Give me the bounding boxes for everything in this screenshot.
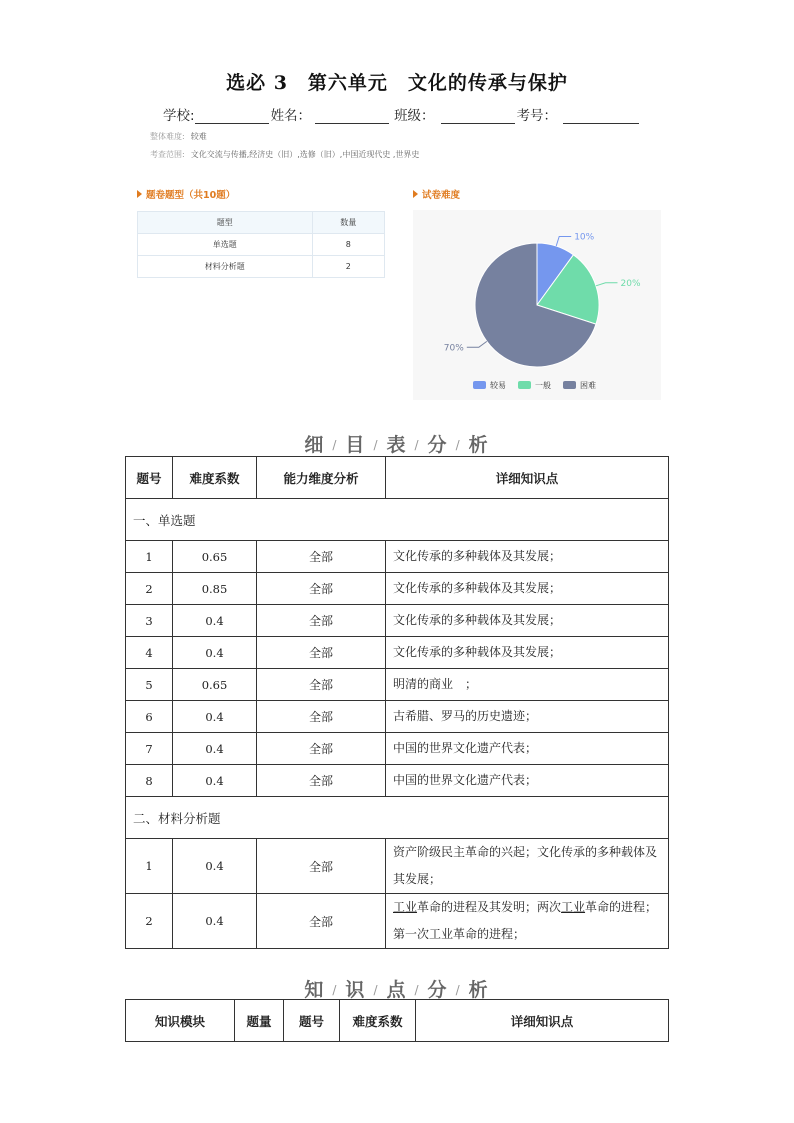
question-number: 4 (126, 637, 173, 669)
knowledge-point-line: 其发展； (393, 872, 442, 886)
heading-separator: / (373, 438, 380, 452)
table-header-row (126, 457, 669, 499)
difficulty-coefficient: 0.4 (173, 605, 257, 637)
column-header: 能力维度分析 (257, 457, 386, 499)
difficulty-coefficient: 0.85 (173, 573, 257, 605)
knowledge-table (125, 999, 669, 1042)
legend-swatch-medium[interactable] (518, 381, 531, 389)
knowledge-point (386, 839, 669, 894)
heading-char: 点 (386, 979, 408, 1001)
heading-char: 细 (304, 434, 326, 456)
knowledge-point: 古希腊、罗马的历史遗迹； (386, 701, 669, 733)
legend-label: 困难 (580, 381, 596, 390)
difficulty-coefficient: 0.65 (173, 669, 257, 701)
difficulty-coefficient: 0.4 (173, 701, 257, 733)
page-title: 选必 3 第六单元 文化的传承与保护 (226, 72, 568, 94)
school-label: 学校: (163, 108, 195, 124)
heading-char: 分 (427, 434, 449, 456)
column-header: 详细知识点 (386, 457, 669, 499)
knowledge-point (386, 894, 669, 949)
column-header: 数量 (312, 212, 384, 234)
table-row (126, 541, 669, 573)
ability-dimension: 全部 (257, 765, 386, 797)
class-blank[interactable] (441, 109, 515, 124)
question-number: 2 (126, 573, 173, 605)
knowledge-point: 中国的世界文化遗产代表； (386, 733, 669, 765)
question-number: 3 (126, 605, 173, 637)
column-header: 题号 (126, 457, 173, 499)
heading-separator: / (455, 983, 462, 997)
school-blank[interactable] (195, 109, 269, 124)
difficulty-heading (413, 187, 460, 201)
section-title: 二、材料分析题 (126, 797, 669, 839)
detail-heading (0, 430, 794, 457)
question-types-heading (137, 187, 235, 201)
heading-char: 知 (304, 979, 326, 1001)
difficulty-chart-panel (413, 210, 661, 400)
ability-dimension: 全部 (257, 605, 386, 637)
question-number: 5 (126, 669, 173, 701)
table-row (138, 256, 385, 278)
table-row (126, 637, 669, 669)
exam-number-blank[interactable] (563, 109, 639, 124)
column-header: 题量 (235, 1000, 284, 1042)
question-type-cell: 材料分析题 (138, 256, 313, 278)
student-info-line (163, 104, 641, 124)
difficulty-meta-label: 整体难度: (150, 132, 185, 141)
table-header-row (126, 1000, 669, 1042)
difficulty-coefficient: 0.4 (173, 733, 257, 765)
question-types-heading-text: 题卷题型（共10题） (146, 190, 236, 201)
detail-table (125, 456, 669, 949)
scope-meta-value: 文化交流与传播,经济史（旧）,选修（旧）,中国近现代史 ,世界史 (190, 150, 420, 159)
pie-data-label: 70% (443, 343, 464, 354)
difficulty-coefficient: 0.4 (173, 637, 257, 669)
difficulty-coefficient: 0.4 (173, 894, 257, 949)
ability-dimension: 全部 (257, 733, 386, 765)
heading-char: 析 (468, 434, 490, 456)
ability-dimension: 全部 (257, 669, 386, 701)
heading-char: 识 (345, 979, 367, 1001)
knowledge-point: 明清的商业 ； (386, 669, 669, 701)
knowledge-point-text: 革命的进程及其发明；两次 (417, 900, 562, 914)
heading-char: 表 (386, 434, 408, 456)
name-label: 姓名： (270, 108, 312, 124)
scope-meta (150, 149, 419, 160)
table-row (126, 733, 669, 765)
column-header: 难度系数 (173, 457, 257, 499)
question-types-table (137, 211, 385, 278)
knowledge-point-text: 革命的进程； (585, 900, 658, 914)
heading-char: 目 (345, 434, 367, 456)
question-number: 2 (126, 894, 173, 949)
name-blank[interactable] (315, 109, 389, 124)
exam-number-label: 考号： (516, 108, 558, 124)
column-header: 难度系数 (340, 1000, 416, 1042)
pie-label-leader (556, 237, 571, 247)
legend-swatch-hard[interactable] (563, 381, 576, 389)
question-number: 8 (126, 765, 173, 797)
column-header: 题型 (138, 212, 313, 234)
knowledge-point-underlined: 工业 (393, 900, 418, 914)
table-row (138, 234, 385, 256)
table-row (126, 701, 669, 733)
difficulty-heading-text: 试卷难度 (422, 190, 461, 201)
knowledge-point: 文化传承的多种载体及其发展； (386, 573, 669, 605)
heading-char: 分 (427, 979, 449, 1001)
difficulty-coefficient: 0.4 (173, 839, 257, 894)
question-type-cell: 单选题 (138, 234, 313, 256)
column-header: 详细知识点 (416, 1000, 669, 1042)
table-row (126, 605, 669, 637)
difficulty-coefficient: 0.65 (173, 541, 257, 573)
legend-label: 较易 (490, 381, 506, 390)
difficulty-meta-value: 较难 (190, 132, 207, 141)
heading-separator: / (455, 438, 462, 452)
column-header: 题号 (284, 1000, 340, 1042)
table-row (126, 765, 669, 797)
legend-swatch-easy[interactable] (473, 381, 486, 389)
question-number: 7 (126, 733, 173, 765)
pie-label-leader (596, 283, 618, 286)
ability-dimension: 全部 (257, 637, 386, 669)
column-header: 知识模块 (126, 1000, 235, 1042)
triangle-bullet-icon (137, 190, 142, 198)
table-row (126, 839, 669, 894)
ability-dimension: 全部 (257, 573, 386, 605)
knowledge-point-underlined: 工业 (561, 900, 586, 914)
knowledge-point: 文化传承的多种载体及其发展； (386, 637, 669, 669)
knowledge-point: 文化传承的多种载体及其发展； (386, 605, 669, 637)
class-label: 班级： (394, 108, 435, 124)
table-header-row (138, 212, 385, 234)
heading-char: 析 (468, 979, 490, 1001)
knowledge-heading (0, 975, 794, 1002)
section-row (126, 797, 669, 839)
section-row (126, 499, 669, 541)
pie-data-label: 20% (620, 278, 641, 289)
difficulty-coefficient: 0.4 (173, 765, 257, 797)
heading-separator: / (373, 983, 380, 997)
ability-dimension: 全部 (257, 839, 386, 894)
knowledge-point-line: 资产阶级民主革命的兴起；文化传承的多种载体及 (393, 845, 658, 859)
ability-dimension: 全部 (257, 541, 386, 573)
legend-label: 一般 (535, 381, 551, 390)
heading-separator: / (414, 438, 421, 452)
knowledge-point: 文化传承的多种载体及其发展； (386, 541, 669, 573)
ability-dimension: 全部 (257, 894, 386, 949)
knowledge-point: 中国的世界文化遗产代表； (386, 765, 669, 797)
question-number: 6 (126, 701, 173, 733)
pie-label-leader (467, 341, 487, 347)
question-count-cell: 2 (312, 256, 384, 278)
section-title: 一、单选题 (126, 499, 669, 541)
table-row (126, 669, 669, 701)
difficulty-pie-chart (413, 210, 661, 400)
knowledge-point-line: 第一次工业革命的进程； (393, 927, 526, 941)
ability-dimension: 全部 (257, 701, 386, 733)
scope-meta-label: 考查范围: (150, 150, 185, 159)
pie-data-label: 10% (574, 232, 595, 243)
question-number: 1 (126, 541, 173, 573)
difficulty-meta (150, 131, 207, 142)
heading-separator: / (332, 438, 339, 452)
triangle-bullet-icon (413, 190, 418, 198)
table-row (126, 573, 669, 605)
question-count-cell: 8 (312, 234, 384, 256)
table-row (126, 894, 669, 949)
heading-separator: / (414, 983, 421, 997)
heading-separator: / (332, 983, 339, 997)
question-number: 1 (126, 839, 173, 894)
